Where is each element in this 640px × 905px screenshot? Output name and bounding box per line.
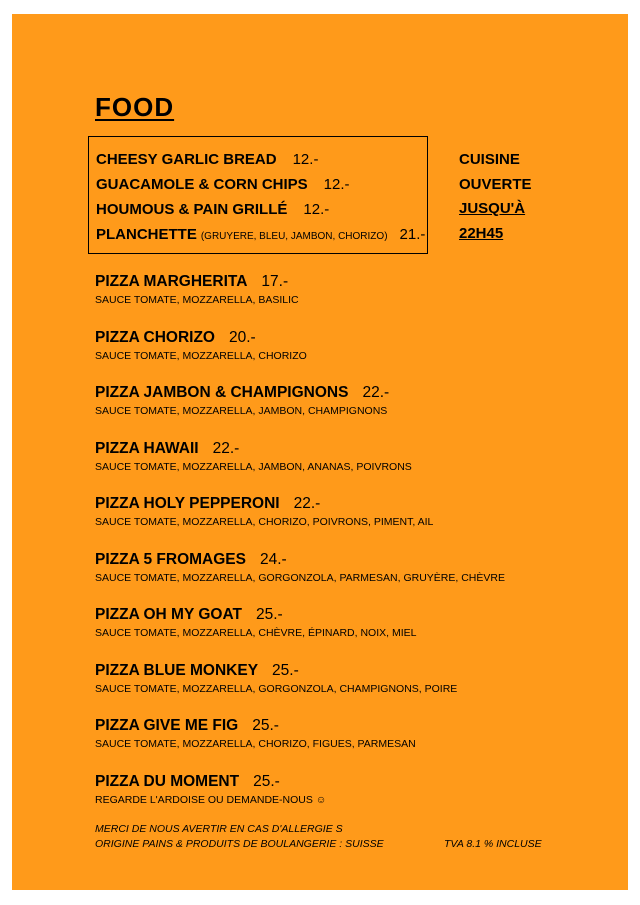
pizza-price: 25.- — [272, 661, 299, 679]
starter-price: 12.- — [303, 201, 330, 218]
pizza-name: PIZZA JAMBON & CHAMPIGNONS — [95, 384, 349, 401]
menu-page — [12, 14, 628, 890]
pizza-ingredients: SAUCE TOMATE, MOZZARELLA, BASILIC — [95, 294, 299, 306]
pizza-ingredients: SAUCE TOMATE, MOZZARELLA, CHORIZO — [95, 349, 307, 362]
pizza-price: 22.- — [293, 495, 321, 512]
pizza-item — [95, 439, 615, 495]
pizza-item — [95, 605, 615, 661]
pizza-price: 17.- — [261, 273, 289, 290]
pizza-name: PIZZA CHORIZO — [95, 328, 215, 346]
starter-item — [96, 172, 427, 197]
starter-detail: (GRUYERE, BLEU, JAMBON, CHORIZO) — [200, 231, 388, 242]
starter-price: 12.- — [292, 151, 319, 168]
pizza-price: 25.- — [255, 606, 283, 623]
pizza-item — [95, 494, 615, 550]
pizza-name: PIZZA GIVE ME FIG — [95, 717, 239, 734]
pizza-ingredients: SAUCE TOMATE, MOZZARELLA, JAMBON, ANANAS, POIVRONS — [95, 460, 412, 473]
kitchen-hours-note — [459, 148, 532, 246]
starter-name: CHEESY GARLIC BREAD — [96, 151, 277, 168]
starter-item — [96, 222, 427, 247]
pizza-item — [95, 550, 615, 606]
pizza-name: PIZZA HOLY PEPPERONI — [95, 495, 280, 512]
starter-item — [96, 197, 427, 222]
starter-name: HOUMOUS & PAIN GRILLÉ — [96, 201, 288, 218]
kitchen-line: CUISINE — [459, 151, 520, 168]
pizza-item — [95, 383, 615, 439]
pizza-name: PIZZA MARGHERITA — [95, 273, 248, 290]
kitchen-line: JUSQU'À — [459, 200, 526, 217]
pizza-ingredients: SAUCE TOMATE, MOZZARELLA, CHORIZO, FIGUES, PARMESAN — [95, 738, 416, 750]
starter-name: GUACAMOLE & CORN CHIPS — [96, 176, 308, 193]
pizza-item — [95, 328, 615, 384]
pizza-name: PIZZA OH MY GOAT — [95, 606, 242, 623]
pizza-item — [95, 661, 615, 717]
pizza-price: 25.- — [252, 717, 279, 734]
kitchen-line: OUVERTE — [459, 175, 532, 193]
pizza-ingredients: SAUCE TOMATE, MOZZARELLA, GORGONZOLA, CHAMPIGNONS, POIRE — [95, 682, 458, 695]
starter-item — [96, 147, 427, 172]
pizza-name: PIZZA DU MOMENT — [95, 772, 240, 790]
section-title: FOOD — [95, 92, 175, 122]
pizza-ingredients: SAUCE TOMATE, MOZZARELLA, CHÈVRE, ÉPINARD, NOIX, MIEL — [95, 627, 417, 639]
pizza-item — [95, 772, 615, 828]
origin-note: ORIGINE PAINS & PRODUITS DE BOULANGERIE : SUISSE — [95, 838, 384, 850]
vat-note: TVA 8.1 % INCLUSE — [444, 838, 542, 850]
pizza-name: PIZZA HAWAII — [95, 439, 199, 457]
kitchen-line: 22H45 — [459, 224, 504, 242]
pizza-name: PIZZA BLUE MONKEY — [95, 661, 259, 679]
pizza-price: 22.- — [362, 384, 390, 401]
allergy-note: MERCI DE NOUS AVERTIR EN CAS D'ALLERGIE S — [95, 823, 343, 835]
pizza-price: 22.- — [212, 439, 240, 457]
footer-notes — [95, 822, 384, 852]
pizza-name: PIZZA 5 FROMAGES — [95, 550, 246, 568]
pizza-price: 25.- — [253, 772, 280, 790]
pizza-ingredients: SAUCE TOMATE, MOZZARELLA, CHORIZO, POIVRONS, PIMENT, AIL — [95, 516, 434, 528]
pizza-item — [95, 272, 615, 328]
pizza-ingredients: SAUCE TOMATE, MOZZARELLA, JAMBON, CHAMPIGNONS — [95, 405, 388, 417]
starter-price: 21.- — [399, 226, 426, 243]
pizza-price: 20.- — [228, 328, 256, 346]
pizza-ingredients: SAUCE TOMATE, MOZZARELLA, GORGONZOLA, PARMESAN, GRUYÈRE, CHÈVRE — [95, 571, 505, 584]
pizza-list — [95, 272, 615, 827]
starter-name: PLANCHETTE — [96, 226, 197, 243]
starters-box — [88, 136, 428, 254]
pizza-price: 24.- — [260, 550, 287, 568]
starter-price: 12.- — [323, 176, 350, 193]
pizza-item — [95, 716, 615, 772]
pizza-ingredients: REGARDE L'ARDOISE OU DEMANDE-NOUS ☺ — [95, 793, 327, 806]
